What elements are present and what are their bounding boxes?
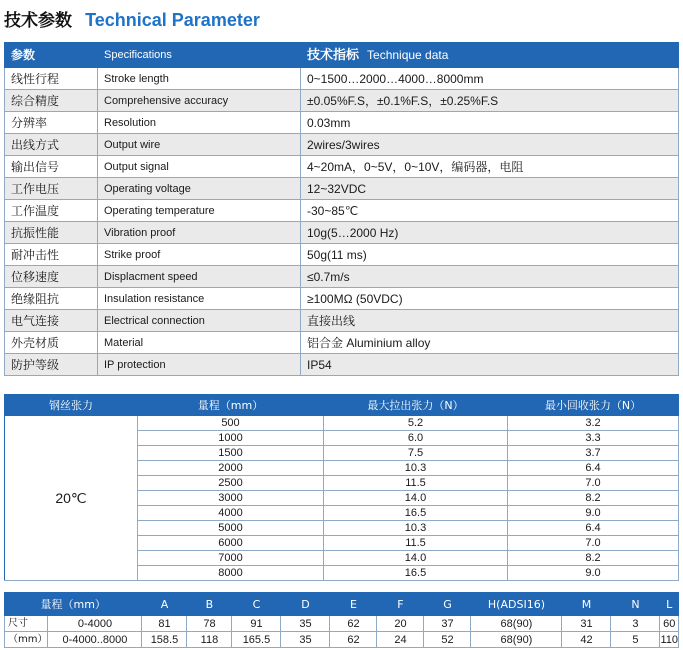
tension-max: 6.0	[324, 431, 508, 446]
dims-d: 35	[281, 632, 330, 648]
spec-row-cn: 电气连接	[5, 310, 98, 332]
spec-row-value: 10g(5…2000 Hz)	[301, 222, 679, 244]
tension-header-min-retract: 最小回收张力（N）	[508, 395, 679, 416]
dims-row	[5, 632, 679, 648]
spec-row-cn: 位移速度	[5, 266, 98, 288]
dimension-table	[4, 592, 679, 648]
tension-max: 14.0	[324, 491, 508, 506]
dims-header-n: N	[611, 593, 660, 616]
tension-range: 7000	[138, 551, 324, 566]
tension-max: 5.2	[324, 416, 508, 431]
dims-header-row	[5, 593, 679, 616]
tension-min: 7.0	[508, 536, 679, 551]
tension-range: 4000	[138, 506, 324, 521]
spec-row	[5, 310, 679, 332]
spec-row-en: Operating temperature	[98, 200, 301, 222]
spec-row-cn: 防护等级	[5, 354, 98, 376]
tension-range: 8000	[138, 566, 324, 581]
spec-row-value: 12~32VDC	[301, 178, 679, 200]
tension-max: 7.5	[324, 446, 508, 461]
title-en: Technical Parameter	[85, 10, 260, 30]
tension-max: 11.5	[324, 476, 508, 491]
spec-row	[5, 332, 679, 354]
spec-row	[5, 90, 679, 112]
dims-range: 0-4000..8000	[48, 632, 142, 648]
dims-h: 68(90)	[471, 632, 562, 648]
dims-header-m: M	[562, 593, 611, 616]
dims-header-f: F	[377, 593, 424, 616]
dims-a: 81	[142, 616, 187, 632]
dims-m: 31	[562, 616, 611, 632]
dims-header-a: A	[142, 593, 187, 616]
tension-min: 8.2	[508, 551, 679, 566]
spec-row-value: ±0.05%F.S，±0.1%F.S，±0.25%F.S	[301, 90, 679, 112]
tension-range: 2000	[138, 461, 324, 476]
spec-row-en: Strike proof	[98, 244, 301, 266]
dims-h: 68(90)	[471, 616, 562, 632]
tension-range: 2500	[138, 476, 324, 491]
spec-row-cn: 耐冲击性	[5, 244, 98, 266]
dims-header-range: 量程（mm）	[5, 593, 142, 616]
dims-l: 60	[660, 616, 679, 632]
spec-row	[5, 288, 679, 310]
spec-row-value: 50g(11 ms)	[301, 244, 679, 266]
spec-row-cn: 工作电压	[5, 178, 98, 200]
spec-row-value: 铝合金 Aluminium alloy	[301, 332, 679, 354]
spec-row-cn: 综合精度	[5, 90, 98, 112]
tension-min: 3.7	[508, 446, 679, 461]
spec-row-cn: 分辨率	[5, 112, 98, 134]
tension-min: 6.4	[508, 461, 679, 476]
dims-b: 118	[187, 632, 232, 648]
spec-row	[5, 222, 679, 244]
spec-row-en: Comprehensive accuracy	[98, 90, 301, 112]
tension-header-wire: 钢丝张力	[5, 395, 138, 416]
spec-row-value: 0.03mm	[301, 112, 679, 134]
spec-header-row	[5, 43, 679, 68]
tension-range: 3000	[138, 491, 324, 506]
dims-label-top: 尺寸	[5, 616, 48, 632]
tension-max: 14.0	[324, 551, 508, 566]
spec-row-value: 4~20mA，0~5V，0~10V，编码器，电阻	[301, 156, 679, 178]
spec-table	[4, 42, 679, 376]
spec-header-technique-data	[301, 43, 679, 68]
spec-row-cn: 输出信号	[5, 156, 98, 178]
spec-row-cn: 外壳材质	[5, 332, 98, 354]
dims-l: 110	[660, 633, 678, 646]
dims-e: 62	[330, 632, 377, 648]
dims-n: 3	[611, 616, 660, 632]
spec-header-data-cn: 技术指标	[307, 47, 360, 62]
spec-row	[5, 112, 679, 134]
spec-row	[5, 178, 679, 200]
tension-max: 10.3	[324, 461, 508, 476]
spec-row	[5, 200, 679, 222]
tension-range: 1500	[138, 446, 324, 461]
spec-row-en: Operating voltage	[98, 178, 301, 200]
spec-row-value: IP54	[301, 354, 679, 376]
dims-c: 91	[232, 616, 281, 632]
dims-header-g: G	[424, 593, 471, 616]
tension-header-range: 量程（mm）	[138, 395, 324, 416]
spec-row-en: Insulation resistance	[98, 288, 301, 310]
tension-max: 10.3	[324, 521, 508, 536]
tension-min: 3.2	[508, 416, 679, 431]
spec-row-en: Vibration proof	[98, 222, 301, 244]
tension-min: 8.2	[508, 491, 679, 506]
spec-row-cn: 绝缘阻抗	[5, 288, 98, 310]
dims-e: 62	[330, 616, 377, 632]
tension-max: 11.5	[324, 536, 508, 551]
spec-row-en: Electrical connection	[98, 310, 301, 332]
page-title	[4, 6, 260, 32]
dims-label-bottom: （mm）	[5, 632, 48, 648]
dims-row	[5, 616, 679, 632]
spec-row-value: 直接出线	[301, 310, 679, 332]
tension-min: 6.4	[508, 521, 679, 536]
tension-range: 500	[138, 416, 324, 431]
spec-row-value: ≥100MΩ (50VDC)	[301, 288, 679, 310]
tension-range: 1000	[138, 431, 324, 446]
tension-range: 5000	[138, 521, 324, 536]
tension-min: 7.0	[508, 476, 679, 491]
spec-row-en: IP protection	[98, 354, 301, 376]
spec-row-value: -30~85℃	[301, 200, 679, 222]
tension-max: 16.5	[324, 506, 508, 521]
spec-row-cn: 抗振性能	[5, 222, 98, 244]
spec-row-cn: 线性行程	[5, 68, 98, 90]
dims-m: 42	[562, 632, 611, 648]
dims-a: 158.5	[142, 632, 187, 648]
dims-g: 52	[424, 632, 471, 648]
tension-header-max-pull: 最大拉出张力（N）	[324, 395, 508, 416]
spec-row-en: Stroke length	[98, 68, 301, 90]
spec-row-en: Output signal	[98, 156, 301, 178]
dims-header-l: L	[660, 593, 679, 616]
spec-header-param: 参数	[5, 43, 98, 68]
spec-header-specifications: Specifications	[98, 43, 301, 68]
spec-row-en: Resolution	[98, 112, 301, 134]
tension-row	[5, 416, 679, 431]
dims-header-b: B	[187, 593, 232, 616]
spec-row-value: 0~1500…2000…4000…8000mm	[301, 68, 679, 90]
tension-min: 9.0	[508, 566, 679, 581]
dims-header-h: H(ADSI16)	[471, 593, 562, 616]
spec-row-value: 2wires/3wires	[301, 134, 679, 156]
dims-c: 165.5	[232, 632, 281, 648]
spec-row-value: ≤0.7m/s	[301, 266, 679, 288]
dims-header-e: E	[330, 593, 377, 616]
spec-row-cn: 出线方式	[5, 134, 98, 156]
spec-row	[5, 266, 679, 288]
spec-row	[5, 68, 679, 90]
spec-row-en: Output wire	[98, 134, 301, 156]
title-cn: 技术参数	[4, 11, 72, 31]
spec-row-en: Material	[98, 332, 301, 354]
dims-header-d: D	[281, 593, 330, 616]
tension-range: 6000	[138, 536, 324, 551]
spec-row	[5, 156, 679, 178]
dims-range: 0-4000	[48, 616, 142, 632]
dims-b: 78	[187, 616, 232, 632]
tension-min: 9.0	[508, 506, 679, 521]
dims-f: 24	[377, 632, 424, 648]
spec-row	[5, 134, 679, 156]
tension-header-row	[5, 395, 679, 416]
dims-header-c: C	[232, 593, 281, 616]
spec-row-cn: 工作温度	[5, 200, 98, 222]
tension-temperature: 20℃	[5, 416, 138, 581]
dims-n: 5	[611, 632, 660, 648]
dims-f: 20	[377, 616, 424, 632]
spec-row-en: Displacment speed	[98, 266, 301, 288]
tension-max: 16.5	[324, 566, 508, 581]
spec-header-data-en: Technique data	[367, 48, 449, 62]
dims-d: 35	[281, 616, 330, 632]
spec-row	[5, 354, 679, 376]
dims-g: 37	[424, 616, 471, 632]
tension-min: 3.3	[508, 431, 679, 446]
wire-tension-table	[4, 394, 679, 581]
spec-row	[5, 244, 679, 266]
